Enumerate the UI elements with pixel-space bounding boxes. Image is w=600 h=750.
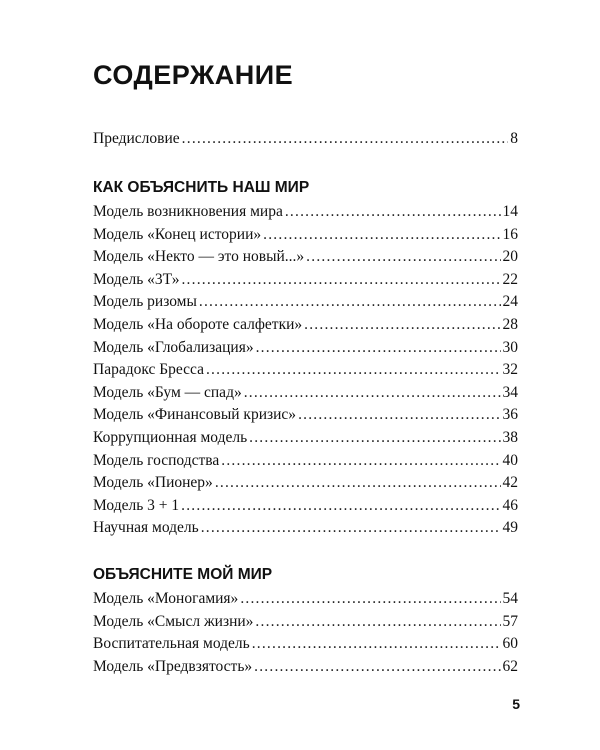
section-heading-my-world: ОБЪЯСНИТЕ МОЙ МИР <box>93 566 273 583</box>
toc-entry <box>93 359 518 382</box>
toc-entry-page-number: 57 <box>502 612 518 630</box>
toc-entry-page-number: 22 <box>502 270 518 288</box>
toc-entry-title: Модель ризомы <box>93 293 197 311</box>
toc-entry <box>93 314 518 337</box>
toc-entry-page-number: 16 <box>502 225 518 243</box>
dot-leader <box>255 611 500 634</box>
toc-entry-title: Модель 3 + 1 <box>93 496 180 514</box>
toc-entry <box>93 656 518 679</box>
dot-leader <box>285 201 501 224</box>
dot-leader <box>254 656 500 679</box>
dot-leader <box>182 128 509 151</box>
dot-leader <box>244 382 501 405</box>
toc-entry-page-number: 32 <box>502 361 518 379</box>
toc-entry-page-number: 36 <box>502 406 518 424</box>
dot-leader <box>221 450 500 473</box>
toc-entry-title: Модель «Пионер» <box>93 474 213 492</box>
toc-entry <box>93 246 518 269</box>
dot-leader <box>256 337 501 360</box>
toc-entry-page-number: 60 <box>502 635 518 653</box>
toc-entry <box>93 224 518 247</box>
toc-entry-page-number: 34 <box>502 383 518 401</box>
page-number: 5 <box>512 696 520 712</box>
dot-leader <box>181 495 500 518</box>
toc-entry-page-number: 8 <box>510 130 518 147</box>
dot-leader <box>199 291 501 314</box>
toc-entry-page-number: 46 <box>502 496 518 514</box>
toc-entry-title: Модель «Бум — спад» <box>93 383 242 401</box>
toc-entry-page-number: 62 <box>502 657 518 675</box>
toc-entry-title: Модель «Предвзятость» <box>93 657 253 675</box>
toc-entry-page-number: 14 <box>502 203 518 220</box>
toc-entry-page-number: 28 <box>502 315 518 333</box>
toc-entry <box>93 404 518 427</box>
section-heading-our-world: КАК ОБЪЯСНИТЬ НАШ МИР <box>93 179 310 196</box>
toc-entry-title: Модель «Конец истории» <box>93 225 262 243</box>
preface-list <box>93 128 518 151</box>
toc-entry <box>93 472 518 495</box>
toc-entry <box>93 337 518 360</box>
toc-entry <box>93 201 518 224</box>
toc-entry-title: Предисловие <box>93 130 180 147</box>
toc-entry <box>93 611 518 634</box>
toc-entry-title: Модель «На обороте салфетки» <box>93 315 303 333</box>
toc-entry-title: Модель «3Т» <box>93 270 180 288</box>
toc-entry <box>93 495 518 518</box>
toc-entry <box>93 450 518 473</box>
toc-entry-page-number: 42 <box>502 474 518 492</box>
dot-leader <box>206 359 501 382</box>
toc-entry-title: Парадокс Бресса <box>93 361 204 379</box>
toc-entry-title: Коррупционная модель <box>93 428 248 446</box>
toc-entry-page-number: 49 <box>502 519 518 537</box>
toc-entry <box>93 588 518 611</box>
dot-leader <box>201 517 501 540</box>
toc-entry-page-number: 30 <box>502 338 518 356</box>
dot-leader <box>181 269 500 292</box>
toc-entry-title: Научная модель <box>93 519 199 537</box>
toc-entry-title: Воспитательная модель <box>93 635 250 653</box>
dot-leader <box>304 314 500 337</box>
toc-entry <box>93 517 518 540</box>
toc-entry <box>93 382 518 405</box>
toc-entry-title: Модель господства <box>93 451 220 469</box>
toc-entry-title: Модель «Моногамия» <box>93 590 239 607</box>
page-title: СОДЕРЖАНИЕ <box>93 60 294 90</box>
toc-entry-title: Модель «Глобализация» <box>93 338 254 356</box>
toc-entry-title: Модель «Некто — это новый...» <box>93 248 305 266</box>
toc-entry <box>93 427 518 450</box>
dot-leader <box>240 588 500 611</box>
toc-entry <box>93 291 518 314</box>
dot-leader <box>298 404 500 427</box>
dot-leader <box>306 246 500 269</box>
toc-entry-page-number: 40 <box>502 451 518 469</box>
toc-entry-title: Модель «Смысл жизни» <box>93 612 254 630</box>
toc-entry <box>93 269 518 292</box>
toc-entry-page-number: 54 <box>502 590 518 607</box>
section-my-world-list <box>93 588 518 678</box>
section-our-world-list <box>93 201 518 540</box>
dot-leader <box>215 472 501 495</box>
toc-entry-title: Модель «Финансовый кризис» <box>93 406 297 424</box>
toc-entry-title: Модель возникновения мира <box>93 203 283 220</box>
toc-entry <box>93 633 518 656</box>
dot-leader <box>249 427 500 450</box>
toc-entry-page-number: 20 <box>502 248 518 266</box>
toc-entry-page-number: 38 <box>502 428 518 446</box>
dot-leader <box>252 633 501 656</box>
dot-leader <box>263 224 500 247</box>
toc-entry-page-number: 24 <box>502 293 518 311</box>
toc-entry <box>93 128 518 151</box>
